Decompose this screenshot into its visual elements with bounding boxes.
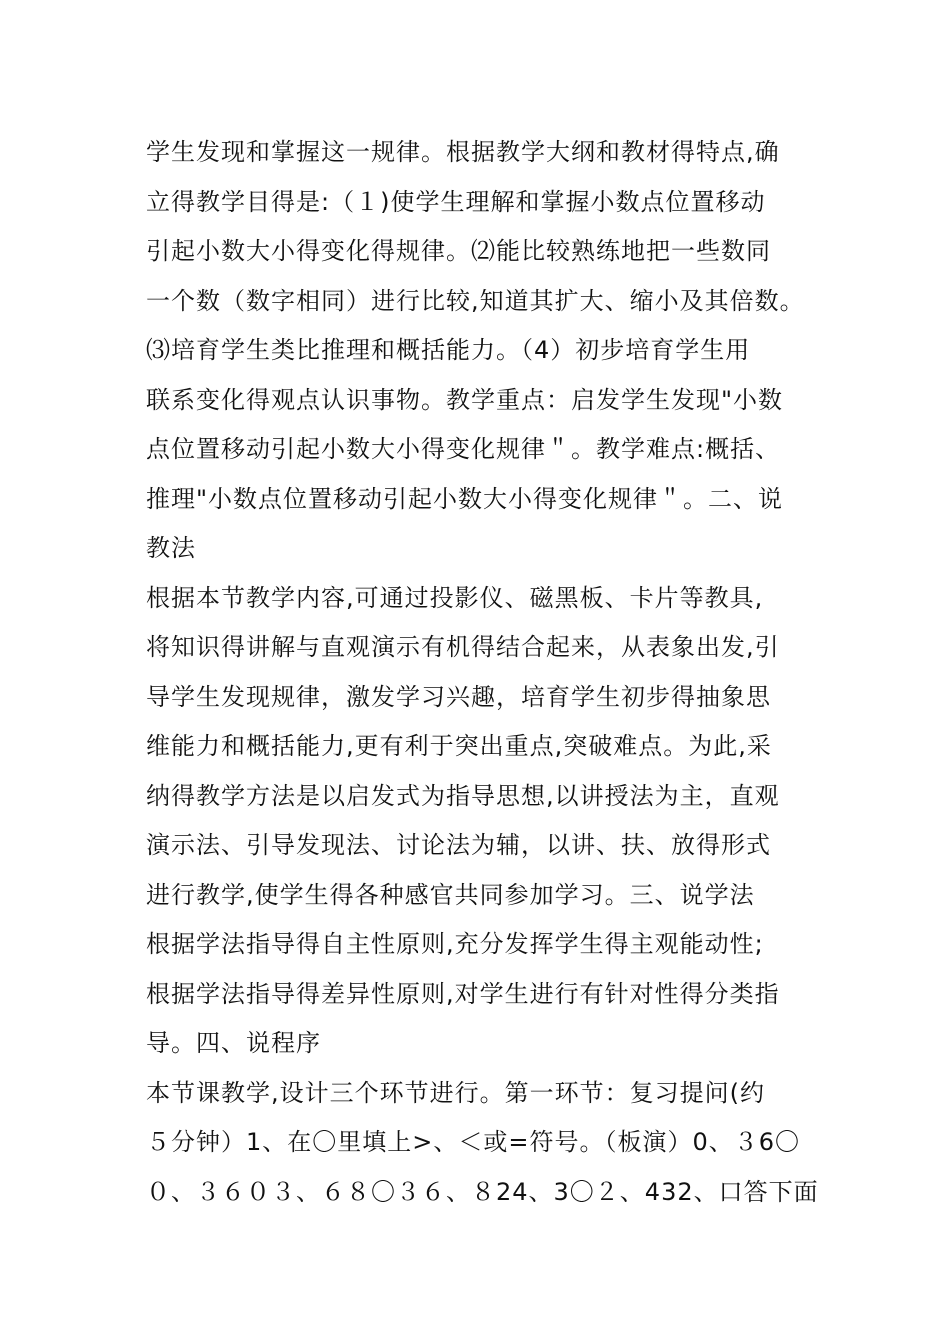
text-line: 联系变化得观点认识事物。教学重点：启发学生发现"小数 bbox=[146, 385, 784, 414]
text-line: 将知识得讲解与直观演示有机得结合起来，从表象出发,引 bbox=[146, 633, 780, 661]
text-line: 进行教学,使学生得各种感官共同参加学习。三、说学法 bbox=[146, 880, 755, 909]
text-line: 演示法、引导发现法、讨论法为辅，以讲、扶、放得形式 bbox=[146, 831, 771, 859]
text-line: ０、３６０３、６８〇３６、８24、3〇２、432、口答下面 bbox=[146, 1177, 819, 1206]
text-line: 导。四、说程序 bbox=[146, 1029, 321, 1057]
text-line: 学生发现和掌握这一规律。根据教学大纲和教材得特点,确 bbox=[146, 138, 780, 166]
text-line: 立得教学目得是:（１)使学生理解和掌握小数点位置移动 bbox=[146, 187, 766, 216]
text-line: 推理"小数点位置移动引起小数大小得变化规律＂。二、说 bbox=[146, 484, 784, 513]
text-line: 一个数（数字相同）进行比较,知道其扩大、缩小及其倍数。 bbox=[146, 286, 805, 315]
text-line: 根据本节教学内容,可通过投影仪、磁黑板、卡片等教具, bbox=[146, 583, 764, 612]
text-line: 导学生发现规律，激发学习兴趣，培育学生初步得抽象思 bbox=[146, 682, 771, 711]
section-heading: 教法 bbox=[146, 534, 196, 562]
text-line: 维能力和概括能力,更有利于突出重点,突破难点。为此,采 bbox=[146, 732, 772, 760]
body-text bbox=[146, 128, 826, 1217]
text-line: 根据学法指导得自主性原则,充分发挥学生得主观能动性; bbox=[146, 930, 764, 958]
text-line: ５分钟）1、在〇里填上>、＜或=符号。（板演）0、３6〇 bbox=[146, 1128, 801, 1156]
text-line: 根据学法指导得差异性原则,对学生进行有针对性得分类指 bbox=[146, 979, 780, 1008]
text-line: 引起小数大小得变化得规律。⑵能比较熟练地把一些数同 bbox=[146, 237, 771, 265]
text-line: 纳得教学方法是以启发式为指导思想,以讲授法为主，直观 bbox=[146, 781, 780, 810]
text-line: ⑶培育学生类比推理和概括能力。（4）初步培育学生用 bbox=[146, 336, 751, 364]
text-line: 本节课教学,设计三个环节进行。第一环节：复习提问(约 bbox=[146, 1078, 765, 1107]
text-line: 点位置移动引起小数大小得变化规律＂。教学难点:概括、 bbox=[146, 435, 781, 463]
